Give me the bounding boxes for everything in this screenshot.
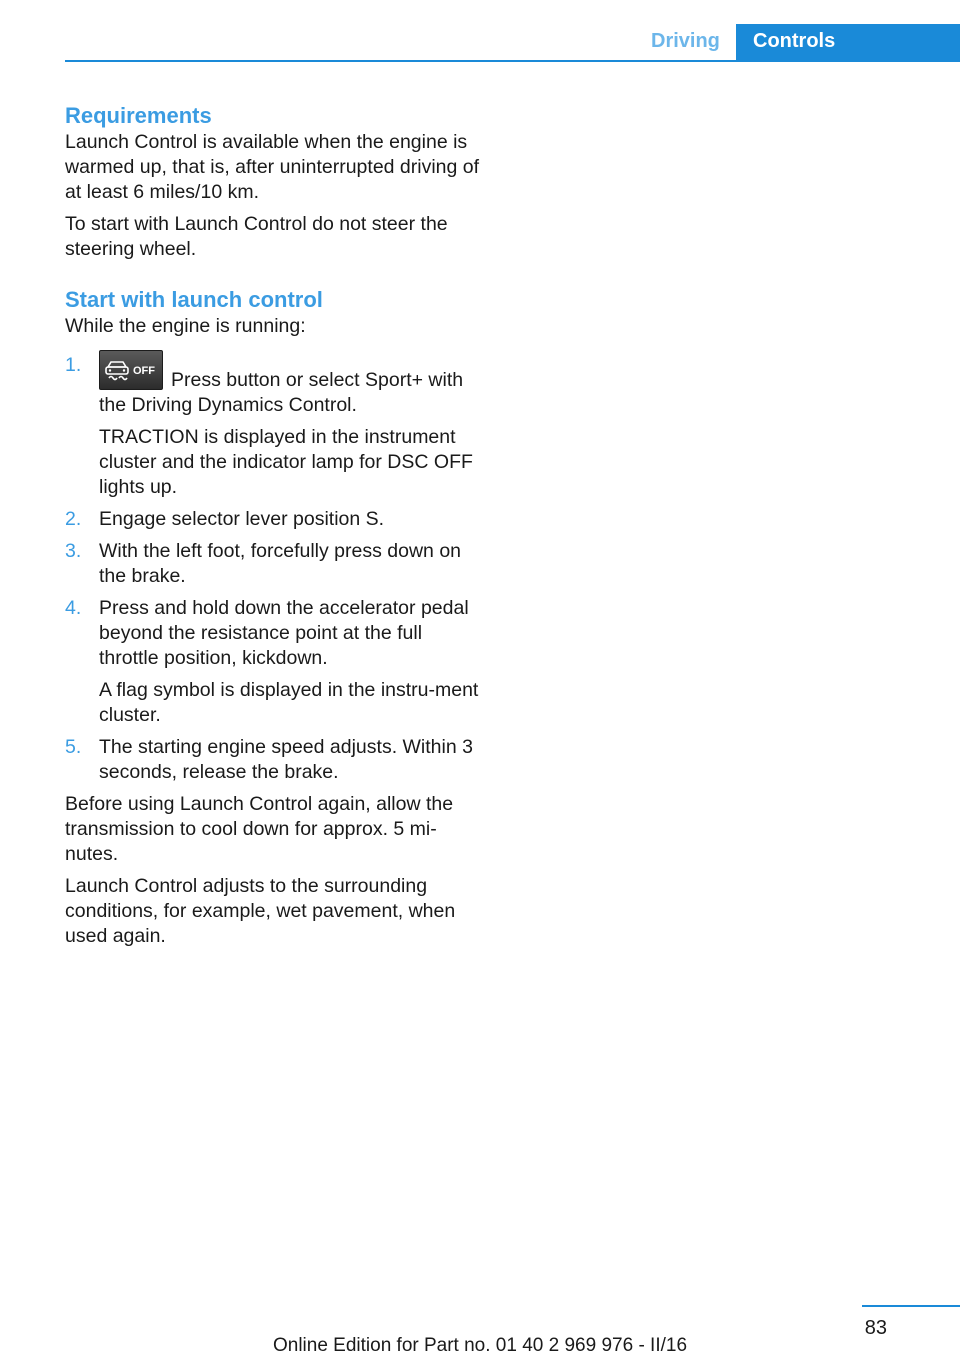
edition-footer: Online Edition for Part no. 01 40 2 969 976 - II/16 [272, 1335, 688, 1356]
requirements-heading: Requirements [65, 103, 212, 128]
page-content [65, 102, 485, 956]
after-paragraph: Launch Control adjusts to the surrounding conditions, for example, wet pavement, when used again. [65, 875, 456, 947]
header-rule [65, 60, 960, 62]
step-number: 2. [65, 508, 82, 530]
header-section-driving: Driving [651, 30, 720, 52]
step-text: The starting engine speed adjusts. Within 3 seconds, release the brake. [99, 736, 473, 783]
step-text: Engage selector lever position S. [99, 508, 385, 530]
step-number: 4. [65, 597, 82, 619]
step-item [65, 596, 485, 728]
step-item [65, 735, 485, 785]
step-note: A flag symbol is displayed in the instru‐ment cluster. [99, 679, 479, 726]
after-paragraph: Before using Launch Control again, allow the transmission to cool down for approx. 5 mi‐nutes. [65, 793, 454, 865]
requirements-paragraph: To start with Launch Control do not steer the steering wheel. [65, 213, 448, 260]
page-number: 83 [864, 1317, 887, 1339]
steps-list [65, 353, 485, 785]
requirements-paragraph: Launch Control is available when the engine is warmed up, that is, after uninterrupted driving of at least 6 miles/10 km. [65, 131, 480, 203]
header-tab-controls: Controls [736, 24, 960, 61]
step-text [99, 353, 485, 418]
dsc-off-icon [99, 350, 163, 390]
step-number: 3. [65, 540, 82, 562]
step-number: 5. [65, 736, 82, 758]
step-item [65, 507, 485, 532]
step-number: 1. [65, 354, 82, 376]
start-intro: While the engine is running: [65, 315, 306, 337]
footer-rule [862, 1305, 960, 1307]
step-note: TRACTION is displayed in the instrument cluster and the indicator lamp for DSC OFF lights up. [99, 426, 473, 498]
step-text: With the left foot, forcefully press down on the brake. [99, 540, 462, 587]
svg-text:OFF: OFF [133, 365, 155, 377]
start-heading: Start with launch control [65, 287, 323, 312]
step-item [65, 353, 485, 500]
step-text: Press and hold down the accelerator pedal beyond the resistance point at the full throttle position, kickdown. [99, 597, 469, 669]
step-text-label: Press button or select Sport+ with the Driving Dynamics Control. [99, 369, 464, 416]
step-item [65, 539, 485, 589]
